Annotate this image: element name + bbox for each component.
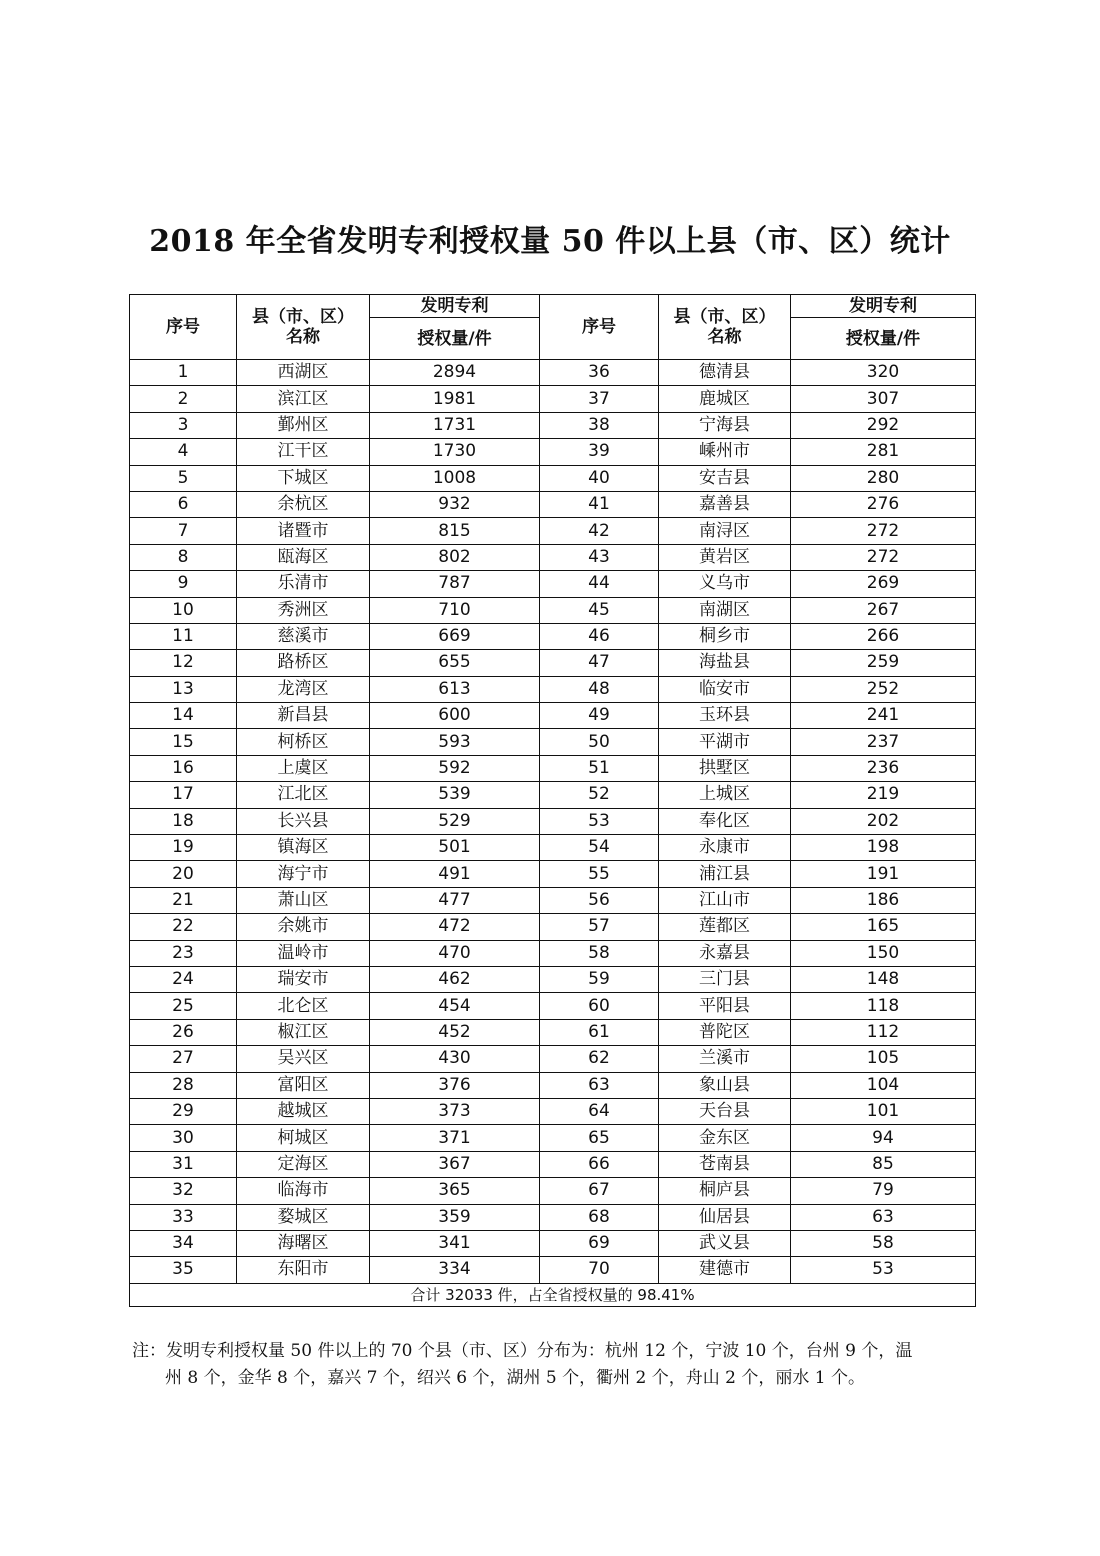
row-name: 武义县 [659, 1230, 791, 1256]
row-value: 272 [791, 518, 976, 544]
row-index: 29 [130, 1098, 237, 1124]
row-index: 3 [130, 412, 237, 438]
table-row [130, 1072, 976, 1098]
row-index: 28 [130, 1072, 237, 1098]
page-title: 2018 年全省发明专利授权量 50 件以上县（市、区）统计 [149, 224, 951, 259]
row-name: 鹿城区 [659, 386, 791, 412]
row-name: 普陀区 [659, 1019, 791, 1045]
row-value: 593 [370, 729, 540, 755]
row-index: 38 [540, 412, 659, 438]
row-value: 259 [791, 650, 976, 676]
row-value: 165 [791, 914, 976, 940]
row-name: 吴兴区 [237, 1046, 370, 1072]
header-patent-unit-right: 授权量/件 [791, 318, 976, 360]
row-index: 6 [130, 491, 237, 517]
row-value: 150 [791, 940, 976, 966]
row-value: 1730 [370, 439, 540, 465]
row-value: 320 [791, 360, 976, 386]
row-name: 临海市 [237, 1178, 370, 1204]
row-index: 16 [130, 755, 237, 781]
row-index: 31 [130, 1151, 237, 1177]
row-value: 307 [791, 386, 976, 412]
row-index: 42 [540, 518, 659, 544]
row-value: 1008 [370, 465, 540, 491]
row-name: 金东区 [659, 1125, 791, 1151]
row-name: 镇海区 [237, 835, 370, 861]
row-value: 462 [370, 966, 540, 992]
row-value: 191 [791, 861, 976, 887]
header-name-line1: 县（市、区） [673, 307, 776, 327]
row-name: 南湖区 [659, 597, 791, 623]
row-value: 241 [791, 703, 976, 729]
table-row [130, 544, 976, 570]
row-value: 613 [370, 676, 540, 702]
row-name: 柯桥区 [237, 729, 370, 755]
table-row [130, 1257, 976, 1283]
row-index: 41 [540, 491, 659, 517]
row-index: 67 [540, 1178, 659, 1204]
header-name-line1: 县（市、区） [252, 307, 354, 327]
row-name: 海曙区 [237, 1230, 370, 1256]
table-row [130, 491, 976, 517]
row-index: 12 [130, 650, 237, 676]
row-value: 267 [791, 597, 976, 623]
table-body [130, 360, 976, 1284]
row-index: 25 [130, 993, 237, 1019]
row-index: 45 [540, 597, 659, 623]
row-name: 定海区 [237, 1151, 370, 1177]
row-index: 30 [130, 1125, 237, 1151]
row-index: 58 [540, 940, 659, 966]
row-value: 198 [791, 835, 976, 861]
row-name: 玉环县 [659, 703, 791, 729]
row-value: 112 [791, 1019, 976, 1045]
row-name: 建德市 [659, 1257, 791, 1283]
row-index: 40 [540, 465, 659, 491]
row-name: 滨江区 [237, 386, 370, 412]
table-row [130, 1204, 976, 1230]
row-index: 34 [130, 1230, 237, 1256]
row-value: 63 [791, 1204, 976, 1230]
header-patent-unit-left: 授权量/件 [370, 318, 540, 360]
row-value: 94 [791, 1125, 976, 1151]
row-index: 55 [540, 861, 659, 887]
header-name-right [659, 295, 791, 360]
row-index: 46 [540, 623, 659, 649]
table-row [130, 1019, 976, 1045]
row-name: 桐乡市 [659, 623, 791, 649]
row-index: 11 [130, 623, 237, 649]
row-index: 51 [540, 755, 659, 781]
table-row [130, 808, 976, 834]
row-name: 仙居县 [659, 1204, 791, 1230]
row-value: 236 [791, 755, 976, 781]
table-row [130, 729, 976, 755]
row-name: 柯城区 [237, 1125, 370, 1151]
row-value: 148 [791, 966, 976, 992]
row-index: 21 [130, 887, 237, 913]
row-name: 拱墅区 [659, 755, 791, 781]
row-name: 黄岩区 [659, 544, 791, 570]
table-row [130, 861, 976, 887]
row-value: 669 [370, 623, 540, 649]
row-index: 70 [540, 1257, 659, 1283]
row-index: 47 [540, 650, 659, 676]
row-index: 20 [130, 861, 237, 887]
row-name: 海宁市 [237, 861, 370, 887]
row-value: 470 [370, 940, 540, 966]
row-name: 东阳市 [237, 1257, 370, 1283]
row-index: 69 [540, 1230, 659, 1256]
row-name: 西湖区 [237, 360, 370, 386]
row-value: 2894 [370, 360, 540, 386]
row-index: 37 [540, 386, 659, 412]
row-name: 瑞安市 [237, 966, 370, 992]
row-index: 10 [130, 597, 237, 623]
row-name: 秀洲区 [237, 597, 370, 623]
table-row [130, 676, 976, 702]
row-name: 瓯海区 [237, 544, 370, 570]
row-value: 430 [370, 1046, 540, 1072]
header-row [130, 295, 976, 318]
row-index: 49 [540, 703, 659, 729]
row-name: 婺城区 [237, 1204, 370, 1230]
row-value: 272 [791, 544, 976, 570]
header-name-line2: 名称 [286, 327, 320, 347]
table-row [130, 782, 976, 808]
table-row [130, 1151, 976, 1177]
row-value: 118 [791, 993, 976, 1019]
table-row [130, 360, 976, 386]
row-name: 椒江区 [237, 1019, 370, 1045]
row-name: 富阳区 [237, 1072, 370, 1098]
row-value: 280 [791, 465, 976, 491]
row-name: 江干区 [237, 439, 370, 465]
row-value: 266 [791, 623, 976, 649]
patent-stats-table [129, 294, 976, 1307]
row-value: 334 [370, 1257, 540, 1283]
row-value: 202 [791, 808, 976, 834]
total-cell: 合计 32033 件，占全省授权量的 98.41% [130, 1283, 976, 1306]
row-value: 104 [791, 1072, 976, 1098]
row-name: 苍南县 [659, 1151, 791, 1177]
header-index-right: 序号 [540, 295, 659, 360]
table-row [130, 518, 976, 544]
row-value: 252 [791, 676, 976, 702]
row-value: 105 [791, 1046, 976, 1072]
row-value: 802 [370, 544, 540, 570]
table-row [130, 914, 976, 940]
table-row [130, 966, 976, 992]
row-value: 452 [370, 1019, 540, 1045]
row-value: 787 [370, 571, 540, 597]
table-row [130, 1125, 976, 1151]
row-value: 186 [791, 887, 976, 913]
row-index: 24 [130, 966, 237, 992]
total-row [130, 1283, 976, 1306]
row-index: 57 [540, 914, 659, 940]
row-name: 安吉县 [659, 465, 791, 491]
footnote-line-1: 注：发明专利授权量 50 件以上的 70 个县（市、区）分布为：杭州 12 个，宁波 10 个，台州 9 个，温 [132, 1341, 913, 1361]
row-index: 43 [540, 544, 659, 570]
row-name: 余杭区 [237, 491, 370, 517]
row-index: 8 [130, 544, 237, 570]
row-name: 象山县 [659, 1072, 791, 1098]
row-name: 江山市 [659, 887, 791, 913]
row-index: 59 [540, 966, 659, 992]
row-value: 58 [791, 1230, 976, 1256]
row-name: 余姚市 [237, 914, 370, 940]
row-name: 平阳县 [659, 993, 791, 1019]
row-index: 7 [130, 518, 237, 544]
row-index: 19 [130, 835, 237, 861]
row-value: 371 [370, 1125, 540, 1151]
row-value: 932 [370, 491, 540, 517]
table-row [130, 386, 976, 412]
row-value: 539 [370, 782, 540, 808]
row-name: 德清县 [659, 360, 791, 386]
table-row [130, 623, 976, 649]
row-value: 491 [370, 861, 540, 887]
row-index: 18 [130, 808, 237, 834]
row-value: 101 [791, 1098, 976, 1124]
row-index: 54 [540, 835, 659, 861]
table-row [130, 993, 976, 1019]
table-row [130, 755, 976, 781]
row-value: 1981 [370, 386, 540, 412]
row-index: 63 [540, 1072, 659, 1098]
row-index: 22 [130, 914, 237, 940]
row-index: 5 [130, 465, 237, 491]
table-row [130, 887, 976, 913]
row-value: 592 [370, 755, 540, 781]
row-name: 海盐县 [659, 650, 791, 676]
row-name: 萧山区 [237, 887, 370, 913]
row-name: 宁海县 [659, 412, 791, 438]
row-index: 44 [540, 571, 659, 597]
table-row [130, 703, 976, 729]
row-name: 越城区 [237, 1098, 370, 1124]
row-index: 56 [540, 887, 659, 913]
header-name-left [237, 295, 370, 360]
table-row [130, 465, 976, 491]
row-name: 上虞区 [237, 755, 370, 781]
row-index: 39 [540, 439, 659, 465]
header-patent-group-left: 发明专利 [370, 295, 540, 318]
row-index: 15 [130, 729, 237, 755]
row-name: 浦江县 [659, 861, 791, 887]
row-value: 85 [791, 1151, 976, 1177]
row-name: 天台县 [659, 1098, 791, 1124]
row-index: 14 [130, 703, 237, 729]
row-name: 嘉善县 [659, 491, 791, 517]
row-name: 南浔区 [659, 518, 791, 544]
header-index-left: 序号 [130, 295, 237, 360]
row-value: 237 [791, 729, 976, 755]
row-name: 诸暨市 [237, 518, 370, 544]
row-value: 53 [791, 1257, 976, 1283]
row-name: 临安市 [659, 676, 791, 702]
row-index: 17 [130, 782, 237, 808]
table-row [130, 1178, 976, 1204]
table-row [130, 1098, 976, 1124]
row-value: 359 [370, 1204, 540, 1230]
row-index: 35 [130, 1257, 237, 1283]
row-index: 60 [540, 993, 659, 1019]
table-row [130, 1230, 976, 1256]
row-index: 66 [540, 1151, 659, 1177]
row-name: 江北区 [237, 782, 370, 808]
row-value: 79 [791, 1178, 976, 1204]
row-value: 276 [791, 491, 976, 517]
table-row [130, 650, 976, 676]
row-value: 341 [370, 1230, 540, 1256]
row-index: 26 [130, 1019, 237, 1045]
row-index: 2 [130, 386, 237, 412]
row-value: 292 [791, 412, 976, 438]
row-value: 472 [370, 914, 540, 940]
row-value: 365 [370, 1178, 540, 1204]
header-name-line2: 名称 [707, 327, 742, 347]
row-index: 50 [540, 729, 659, 755]
row-name: 长兴县 [237, 808, 370, 834]
row-index: 23 [130, 940, 237, 966]
row-index: 9 [130, 571, 237, 597]
row-name: 路桥区 [237, 650, 370, 676]
row-value: 219 [791, 782, 976, 808]
row-name: 莲都区 [659, 914, 791, 940]
row-index: 68 [540, 1204, 659, 1230]
row-value: 373 [370, 1098, 540, 1124]
row-value: 281 [791, 439, 976, 465]
row-name: 新昌县 [237, 703, 370, 729]
row-value: 477 [370, 887, 540, 913]
header-patent-group-right: 发明专利 [791, 295, 976, 318]
row-index: 61 [540, 1019, 659, 1045]
row-value: 1731 [370, 412, 540, 438]
row-value: 600 [370, 703, 540, 729]
row-value: 815 [370, 518, 540, 544]
table-row [130, 571, 976, 597]
row-name: 兰溪市 [659, 1046, 791, 1072]
table-row [130, 412, 976, 438]
footnote-line-2: 州 8 个，金华 8 个，嘉兴 7 个，绍兴 6 个，湖州 5 个，衢州 2 个，舟山 2 个，丽水 1 个。 [165, 1368, 865, 1388]
footnote [132, 1338, 974, 1392]
row-name: 嵊州市 [659, 439, 791, 465]
row-name: 三门县 [659, 966, 791, 992]
row-name: 温岭市 [237, 940, 370, 966]
row-value: 501 [370, 835, 540, 861]
row-name: 鄞州区 [237, 412, 370, 438]
row-name: 上城区 [659, 782, 791, 808]
row-name: 平湖市 [659, 729, 791, 755]
table-row [130, 1046, 976, 1072]
row-index: 13 [130, 676, 237, 702]
row-name: 永嘉县 [659, 940, 791, 966]
row-index: 4 [130, 439, 237, 465]
row-value: 367 [370, 1151, 540, 1177]
row-index: 53 [540, 808, 659, 834]
row-name: 龙湾区 [237, 676, 370, 702]
row-index: 27 [130, 1046, 237, 1072]
row-value: 529 [370, 808, 540, 834]
row-index: 65 [540, 1125, 659, 1151]
row-value: 655 [370, 650, 540, 676]
row-index: 62 [540, 1046, 659, 1072]
row-name: 乐清市 [237, 571, 370, 597]
row-name: 奉化区 [659, 808, 791, 834]
row-name: 北仑区 [237, 993, 370, 1019]
row-index: 52 [540, 782, 659, 808]
row-name: 永康市 [659, 835, 791, 861]
row-name: 下城区 [237, 465, 370, 491]
row-index: 32 [130, 1178, 237, 1204]
row-name: 桐庐县 [659, 1178, 791, 1204]
row-index: 36 [540, 360, 659, 386]
row-name: 慈溪市 [237, 623, 370, 649]
table-row [130, 940, 976, 966]
table-row [130, 439, 976, 465]
table-row [130, 835, 976, 861]
row-value: 376 [370, 1072, 540, 1098]
row-index: 1 [130, 360, 237, 386]
row-index: 64 [540, 1098, 659, 1124]
row-value: 454 [370, 993, 540, 1019]
row-name: 义乌市 [659, 571, 791, 597]
row-value: 269 [791, 571, 976, 597]
row-index: 33 [130, 1204, 237, 1230]
row-value: 710 [370, 597, 540, 623]
row-index: 48 [540, 676, 659, 702]
table-row [130, 597, 976, 623]
